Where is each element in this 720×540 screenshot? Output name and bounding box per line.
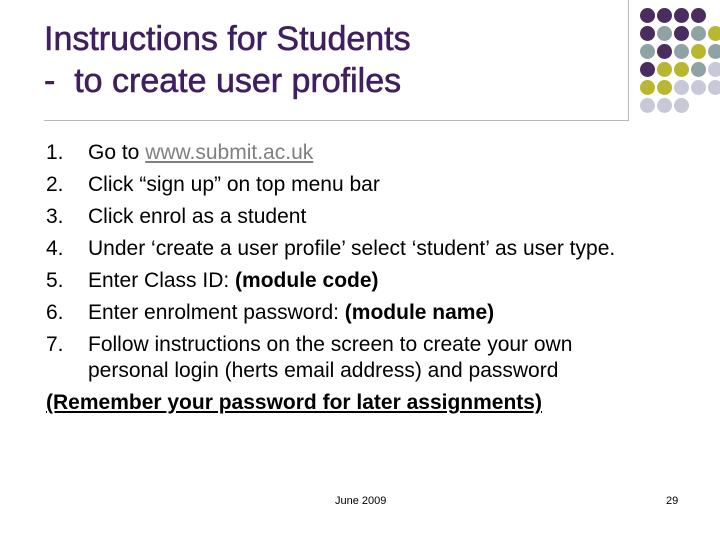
decorative-dot <box>674 44 689 59</box>
decorative-dot <box>691 62 706 77</box>
decorative-dot <box>674 62 689 77</box>
module-name: (module name) <box>344 301 495 324</box>
list-item <box>46 140 646 166</box>
instruction-list <box>46 140 646 416</box>
item-text: Follow instructions on the screen to create your own personal login (herts email address) and password <box>88 333 573 382</box>
title-line-2: - to create user profiles <box>44 62 402 100</box>
item-text: Enter enrolment password: (module name) <box>88 301 495 324</box>
item-text: Click “sign up” on top menu bar <box>88 173 380 196</box>
item-number: 1. <box>46 141 64 164</box>
decorative-dot <box>640 44 655 59</box>
list-item <box>46 204 646 230</box>
item-text: Click enrol as a student <box>88 205 307 228</box>
footer-date: June 2009 <box>335 495 387 507</box>
decorative-dot <box>657 62 672 77</box>
item-text: Enter Class ID: (module code) <box>88 269 379 292</box>
module-code: (module code) <box>235 269 379 292</box>
decorative-dot <box>657 8 672 23</box>
list-item <box>46 268 646 294</box>
decorative-dot-grid <box>640 8 720 123</box>
decorative-dot <box>640 26 655 41</box>
decorative-dot <box>657 98 672 113</box>
decorative-dot <box>691 44 706 59</box>
item-number: 4. <box>46 237 64 260</box>
submit-link[interactable]: www.submit.ac.uk <box>145 141 314 164</box>
password-reminder: (Remember your password for later assignments) <box>46 391 542 414</box>
list-item <box>46 300 646 326</box>
decorative-dot <box>708 80 720 95</box>
list-item <box>46 236 646 262</box>
title-line-1: Instructions for Students <box>44 20 411 58</box>
item-number: 3. <box>46 205 64 228</box>
decorative-dot <box>691 26 706 41</box>
decorative-dot <box>674 98 689 113</box>
title-horizontal-divider <box>44 120 629 121</box>
decorative-dot <box>640 80 655 95</box>
decorative-dot <box>691 80 706 95</box>
slide-title <box>44 18 604 102</box>
decorative-dot <box>640 8 655 23</box>
item-number: 2. <box>46 173 64 196</box>
decorative-dot <box>657 44 672 59</box>
decorative-dot <box>691 8 706 23</box>
item-text: Go to www.submit.ac.uk <box>88 141 314 164</box>
decorative-dot <box>674 80 689 95</box>
list-item <box>46 172 646 198</box>
item-number: 7. <box>46 333 64 356</box>
decorative-dot <box>708 26 720 41</box>
item-number: 5. <box>46 269 64 292</box>
decorative-dot <box>674 8 689 23</box>
page-number: 29 <box>666 495 679 507</box>
title-vertical-divider <box>628 0 629 120</box>
decorative-dot <box>640 98 655 113</box>
decorative-dot <box>674 26 689 41</box>
decorative-dot <box>657 26 672 41</box>
decorative-dot <box>708 62 720 77</box>
decorative-dot <box>640 62 655 77</box>
item-text: Under ‘create a user profile’ select ‘student’ as user type. <box>88 237 616 260</box>
decorative-dot <box>708 44 720 59</box>
list-item <box>46 332 646 384</box>
item-number: 6. <box>46 301 64 324</box>
decorative-dot <box>657 80 672 95</box>
